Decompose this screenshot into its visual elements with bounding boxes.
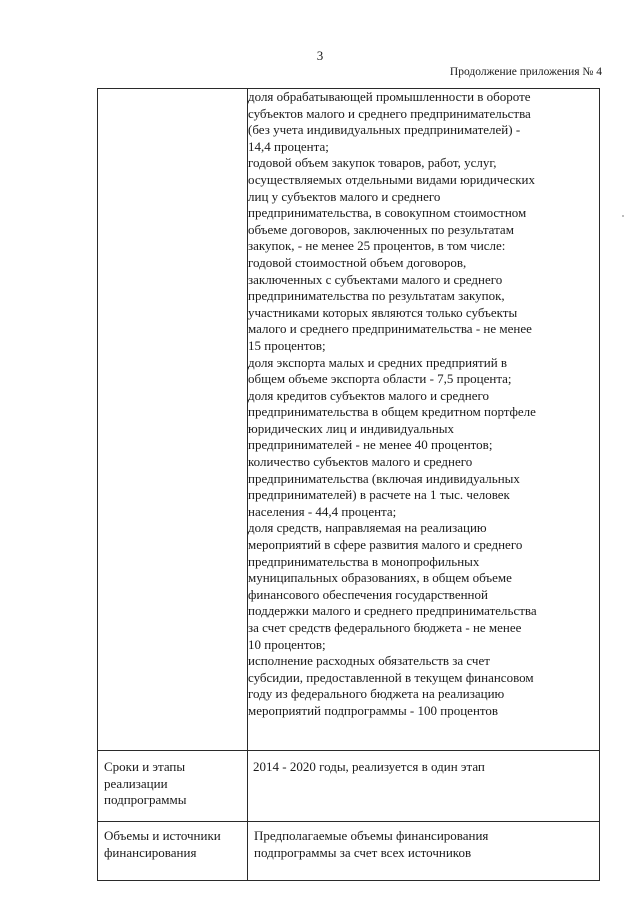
timeline-value: 2014 - 2020 годы, реализуется в один этап xyxy=(253,759,485,774)
label-line: реализации xyxy=(104,775,168,791)
indicator-line: заключенных с субъектами малого и среднего xyxy=(248,271,503,287)
passport-table xyxy=(97,88,600,881)
indicator-line: годовой стоимостной объем договоров, xyxy=(248,254,467,270)
indicator-line: за счет средств федерального бюджета - не менее xyxy=(248,620,522,635)
indicator-line: 10 процентов; xyxy=(248,636,326,652)
indicator-line: году из федерального бюджета на реализацию xyxy=(248,686,505,702)
indicator-line: доля обрабатывающей промышленности в обороте xyxy=(248,89,531,104)
indicator-line: объеме договоров, заключенных по результатам xyxy=(248,221,514,237)
table-row-timeline xyxy=(98,751,600,822)
label-line: подпрограммы xyxy=(104,792,187,808)
indicator-line: участниками которых являются только субъекты xyxy=(248,304,518,320)
indicator-line: доля средств, направляемая на реализацию xyxy=(248,520,487,536)
label-line: Сроки и этапы xyxy=(104,759,186,774)
indicator-line: муниципальных образованиях, в общем объеме xyxy=(248,570,512,586)
indicator-line: малого и среднего предпринимательства - не менее xyxy=(248,321,532,337)
indicator-line: доля кредитов субъектов малого и среднего xyxy=(248,387,489,403)
indicator-line: количество субъектов малого и среднего xyxy=(248,454,473,470)
indicator-line: предпринимательства, в совокупном стоимостном xyxy=(248,205,527,221)
table-cell-target-indicators xyxy=(248,89,600,751)
indicator-line: мероприятий подпрограммы - 100 процентов xyxy=(248,702,499,718)
indicator-line: юридических лиц и индивидуальных xyxy=(248,420,455,436)
page-number: 3 xyxy=(316,48,324,63)
indicator-line: населения - 44,4 процента; xyxy=(248,503,397,519)
table-row-financing xyxy=(98,822,600,881)
financing-line: подпрограммы за счет всех источников xyxy=(254,844,472,860)
indicator-line: предпринимателей - не менее 40 процентов; xyxy=(248,437,493,453)
table-cell-label-empty xyxy=(98,89,248,751)
indicator-line: (без учета индивидуальных предпринимателей) - xyxy=(248,122,521,138)
indicator-line: 15 процентов; xyxy=(248,337,326,353)
table-cell-timeline-value xyxy=(248,751,600,822)
indicator-line: закупок, - не менее 25 процентов, в том числе: xyxy=(248,238,506,254)
table-cell-timeline-label xyxy=(98,751,248,822)
table-cell-financing-value xyxy=(248,822,600,881)
table-cell-financing-label xyxy=(98,822,248,881)
indicator-line: субсидии, предоставленной в текущем финансовом xyxy=(248,669,534,685)
table-row-targets xyxy=(98,89,600,751)
indicator-line: доля экспорта малых и средних предприятий в xyxy=(248,354,508,370)
indicator-line: субъектов малого и среднего предпринимательства xyxy=(248,105,531,121)
indicator-line: поддержки малого и среднего предпринимательства xyxy=(248,603,537,619)
label-line: Объемы и источники xyxy=(104,828,221,843)
label-line: финансирования xyxy=(104,844,197,860)
indicator-line: предпринимательства (включая индивидуальных xyxy=(248,470,520,486)
indicator-line: предпринимательства в монопрофильных xyxy=(248,553,480,569)
indicator-line: 14,4 процента; xyxy=(248,138,329,154)
scan-speck xyxy=(622,215,624,217)
indicator-line: годовой объем закупок товаров, работ, услуг, xyxy=(248,155,497,171)
appendix-continuation-label: Продолжение приложения № 4 xyxy=(449,66,602,78)
indicator-line: общем объеме экспорта области - 7,5 процента; xyxy=(248,371,512,387)
indicator-line: мероприятий в сфере развития малого и среднего xyxy=(248,537,523,553)
indicator-line: исполнение расходных обязательств за счет xyxy=(248,653,490,669)
financing-line: Предполагаемые объемы финансирования xyxy=(254,828,489,843)
indicator-line: предпринимателей) в расчете на 1 тыс. человек xyxy=(248,487,510,503)
indicator-line: предпринимательства по результатам закупок, xyxy=(248,288,505,304)
indicator-line: осуществляемых отдельными видами юридических xyxy=(248,171,535,187)
indicator-line: предпринимательства в общем кредитном портфеле xyxy=(248,404,536,420)
indicator-line: финансового обеспечения государственной xyxy=(248,586,488,602)
indicator-line: лиц у субъектов малого и среднего xyxy=(248,188,441,204)
